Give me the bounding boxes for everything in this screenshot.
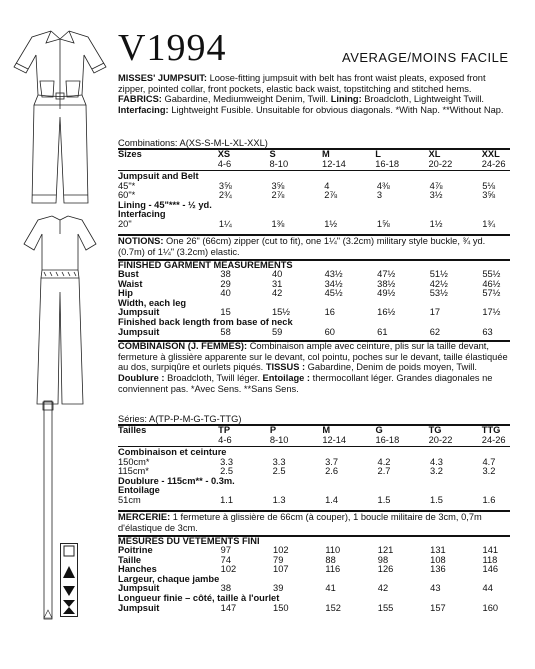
bold-term: MERCERIE: bbox=[118, 512, 171, 522]
belt-illustration bbox=[42, 400, 54, 627]
difficulty-label: AVERAGE/MOINS FACILE bbox=[342, 50, 509, 65]
pattern-number: V1994 bbox=[118, 27, 227, 69]
size-letter: G bbox=[375, 425, 383, 435]
row-value: 3.3 bbox=[272, 456, 286, 467]
size-number: 20-22 bbox=[428, 158, 453, 169]
row-value: 34½ bbox=[324, 278, 343, 289]
bold-term: Lining: bbox=[330, 94, 362, 105]
row-label: Largeur, chaque jambe bbox=[118, 573, 220, 584]
row-value: 1½ bbox=[324, 218, 338, 229]
row-label: Bust bbox=[118, 269, 139, 279]
row-value: 136 bbox=[430, 564, 446, 575]
row-label: Hanches bbox=[118, 564, 157, 575]
size-letter: XL bbox=[428, 149, 441, 159]
size-number: 4-6 bbox=[217, 158, 232, 169]
row-value: 29 bbox=[220, 278, 231, 289]
size-number: 24-26 bbox=[481, 158, 506, 169]
bold-term: MISSES' JUMPSUIT: bbox=[118, 73, 207, 83]
row-label: 51cm bbox=[118, 494, 141, 505]
row-value: 16½ bbox=[377, 307, 396, 318]
french-yardage-table bbox=[118, 426, 535, 445]
size-number-row bbox=[118, 436, 535, 446]
row-value: 42½ bbox=[429, 278, 448, 289]
bold-term: TISSUS : bbox=[265, 362, 306, 373]
bold-term: Entoilage : bbox=[262, 373, 311, 384]
row-value: 1.6 bbox=[482, 494, 496, 505]
row-label: Width, each leg bbox=[118, 297, 187, 308]
row-value: 38½ bbox=[377, 278, 396, 289]
row-label: Jumpsuit bbox=[118, 602, 160, 613]
row-label: Poitrine bbox=[118, 545, 153, 555]
size-letter: L bbox=[375, 149, 381, 159]
row-label: 45"* bbox=[118, 180, 136, 191]
row-value: 4.3 bbox=[430, 456, 443, 467]
row-label: Jumpsuit and Belt bbox=[118, 171, 199, 181]
spacer-cell bbox=[118, 160, 218, 170]
row-value: 45½ bbox=[324, 288, 343, 299]
row-value: 63 bbox=[482, 326, 493, 337]
row-value: 15 bbox=[220, 307, 231, 318]
row-value: 118 bbox=[482, 554, 498, 565]
row-value: 2.5 bbox=[220, 466, 234, 477]
english-finished-measurements bbox=[118, 270, 535, 337]
row-value: 4 bbox=[324, 180, 330, 191]
row-value: 4⅜ bbox=[376, 180, 390, 191]
english-description bbox=[118, 73, 508, 116]
row-value: 44 bbox=[482, 583, 493, 594]
row-value: 17½ bbox=[482, 307, 501, 318]
text-run: Gabardine, Denim de poids moyen, Twill. bbox=[305, 362, 477, 373]
bold-term: FABRICS: bbox=[118, 94, 162, 105]
row-value: 4.2 bbox=[377, 456, 391, 467]
row-value: 55½ bbox=[482, 269, 501, 279]
size-letter: TG bbox=[428, 425, 442, 435]
grain-symbol-box bbox=[60, 543, 78, 617]
size-number-row bbox=[118, 160, 535, 170]
jumpsuit-back-illustration bbox=[20, 212, 100, 408]
row-value: 121 bbox=[377, 545, 394, 555]
row-value: 3 bbox=[376, 190, 383, 201]
row-label: Entoilage bbox=[118, 485, 160, 496]
row-label: Lining - 45"*** - ½ yd. bbox=[118, 199, 212, 210]
size-letter: XXL bbox=[481, 149, 500, 159]
row-value: 152 bbox=[325, 602, 341, 613]
row-value: 61 bbox=[377, 326, 388, 337]
row-value: 60 bbox=[324, 326, 335, 337]
row-value: 108 bbox=[430, 554, 446, 565]
row-value: 4⅞ bbox=[429, 180, 443, 191]
row-value: 41 bbox=[325, 583, 336, 594]
size-number: 16-18 bbox=[375, 434, 400, 445]
row-value: 3⅝ bbox=[482, 190, 496, 201]
row-value: 53½ bbox=[429, 288, 448, 299]
row-value: 3½ bbox=[429, 190, 443, 201]
row-value: 155 bbox=[377, 602, 394, 613]
size-letter: S bbox=[269, 149, 276, 159]
row-value: 47½ bbox=[377, 269, 396, 279]
french-description bbox=[118, 341, 510, 395]
table-row bbox=[118, 477, 535, 487]
text-run: Gabardine, Mediumweight Denim, Twill. bbox=[161, 94, 331, 105]
row-label: 20" bbox=[118, 218, 132, 229]
french-mercerie bbox=[118, 512, 510, 533]
row-value: 40 bbox=[271, 269, 283, 279]
size-number: 8-10 bbox=[269, 434, 289, 445]
row-label: Jumpsuit bbox=[118, 326, 160, 337]
size-number: 4-6 bbox=[218, 434, 232, 445]
row-value: 1.1 bbox=[220, 494, 234, 505]
row-value: 102 bbox=[273, 545, 289, 555]
row-value: 1⅝ bbox=[376, 218, 390, 229]
row-value: 74 bbox=[220, 554, 231, 565]
row-value: 79 bbox=[273, 554, 284, 565]
sizes-label: Tailles bbox=[118, 425, 147, 435]
row-label: 150cm* bbox=[118, 456, 150, 467]
size-number: 12-14 bbox=[322, 434, 347, 445]
row-value: 39 bbox=[273, 583, 284, 594]
row-value: 62 bbox=[429, 326, 441, 337]
row-value: 2.6 bbox=[325, 466, 338, 477]
text-run: Broadcloth, Twill léger. bbox=[164, 373, 263, 384]
english-notions bbox=[118, 236, 510, 257]
row-value: 102 bbox=[220, 564, 237, 575]
row-value: 51½ bbox=[429, 269, 448, 279]
row-value: 49½ bbox=[377, 288, 396, 299]
row-value: 110 bbox=[325, 545, 341, 555]
text-run: Broadcloth, Lightweight Twill. bbox=[361, 94, 484, 105]
row-label: Waist bbox=[118, 278, 143, 289]
text-run: Loose-fitting jumpsuit with belt has front waist pleats, exposed front zipper, pointed collar, front pockets, elastic back waist, topstitching and stitched hems. bbox=[118, 73, 486, 94]
english-yardage-rows bbox=[118, 172, 535, 230]
size-letter: P bbox=[269, 425, 277, 435]
row-value: 38 bbox=[220, 269, 231, 279]
size-letter: M bbox=[322, 425, 331, 435]
french-finished-measurements bbox=[118, 546, 535, 613]
size-number: 24-26 bbox=[481, 434, 506, 445]
row-value: 1.4 bbox=[325, 494, 338, 505]
row-value: 38 bbox=[220, 583, 231, 594]
size-number: 8-10 bbox=[269, 158, 289, 169]
text-run: Lightweight Fusible. Unsuitable for obvious diagonals. *With Nap. **Without Nap. bbox=[168, 105, 504, 116]
text-run: One 26" (66cm) zipper (cut to fit), one 1¼" (3.2cm) military style buckle, ¾ yd. (0.7m) of 1¼" (3.2cm) elastic. bbox=[118, 236, 486, 257]
row-label: Interfacing bbox=[118, 209, 166, 220]
row-value: 3.2 bbox=[482, 466, 496, 477]
size-letter: TP bbox=[218, 425, 231, 435]
size-number: 20-22 bbox=[428, 434, 453, 445]
bold-term: NOTIONS: bbox=[118, 236, 164, 246]
jumpsuit-front-illustration bbox=[6, 25, 114, 207]
finished-measurements-title-fr: MESURES DU VÊTEMENTS FINI bbox=[118, 536, 260, 546]
row-value: 2¾ bbox=[218, 190, 232, 201]
row-value: 59 bbox=[271, 326, 283, 337]
row-label: Jumpsuit bbox=[118, 307, 160, 318]
row-value: 88 bbox=[325, 554, 336, 565]
row-value: 57½ bbox=[482, 288, 501, 299]
row-value: 4.7 bbox=[482, 456, 496, 467]
row-label: Hip bbox=[118, 288, 133, 299]
bold-term: Interfacing: bbox=[118, 105, 169, 116]
row-value: 43½ bbox=[324, 269, 343, 279]
row-value: 116 bbox=[325, 564, 341, 575]
table-row bbox=[118, 220, 535, 230]
row-value: 16 bbox=[324, 307, 335, 318]
text-run: 1 fermeture à glissière de 66cm (à couper), 1 boucle militaire de 3cm, 0,7m d'élastique de 3cm. bbox=[118, 512, 482, 533]
combinations-label: Combinations: A(XS-S-M-L-XL-XXL) bbox=[118, 138, 268, 148]
row-value: 46½ bbox=[482, 278, 501, 289]
row-label: Doublure - 115cm** - 0.3m. bbox=[118, 475, 235, 486]
row-value: 1¾ bbox=[482, 218, 496, 229]
row-label: Taille bbox=[118, 554, 142, 565]
row-value: 160 bbox=[482, 602, 499, 613]
finished-measurements-title: FINISHED GARMENT MEASUREMENTS bbox=[118, 260, 293, 270]
table-row bbox=[118, 328, 535, 338]
row-value: 3.3 bbox=[220, 456, 234, 467]
bold-term: COMBINAISON (J. FEMMES): bbox=[118, 341, 248, 351]
row-value: 17 bbox=[429, 307, 441, 318]
sizes-label: Sizes bbox=[118, 149, 142, 159]
bold-term: Doublure : bbox=[118, 373, 165, 384]
row-value: 141 bbox=[482, 545, 499, 555]
row-value: 1⅜ bbox=[271, 218, 285, 229]
size-letter: TTG bbox=[481, 425, 501, 435]
text-run: thermocollant léger. Grandes diagonales ne conviennent pas. *Avec Sens. **Sans Sens. bbox=[118, 373, 493, 394]
size-number: 12-14 bbox=[322, 158, 346, 169]
row-value: 97 bbox=[220, 545, 231, 555]
row-value: 58 bbox=[220, 326, 231, 337]
table-row bbox=[118, 201, 535, 211]
row-value: 1.3 bbox=[272, 494, 286, 505]
row-value: 146 bbox=[482, 564, 499, 575]
row-value: 3.7 bbox=[325, 456, 338, 467]
row-value: 2.5 bbox=[272, 466, 286, 477]
row-value: 3⅝ bbox=[218, 180, 232, 191]
row-value: 31 bbox=[271, 278, 283, 289]
table-row bbox=[118, 604, 535, 614]
spacer-cell bbox=[118, 436, 218, 446]
row-value: 98 bbox=[377, 554, 389, 565]
size-letter: M bbox=[322, 149, 330, 159]
row-value: 5⅛ bbox=[482, 180, 496, 191]
row-value: 107 bbox=[273, 564, 289, 575]
row-value: 40 bbox=[220, 288, 231, 299]
row-value: 131 bbox=[430, 545, 446, 555]
text-run: Combinaison ample avec ceinture, plis sur la taille devant, fermeture à glissière apparente sur le devant, col pointu, poches sur le devant, taille élastiquée au dos, surpiqûre et ourlets piqués. bbox=[118, 341, 508, 373]
row-label: Finished back length from base of neck bbox=[118, 316, 293, 327]
row-value: 157 bbox=[430, 602, 446, 613]
row-value: 1¼ bbox=[218, 218, 232, 229]
row-value: 150 bbox=[273, 602, 289, 613]
row-value: 43 bbox=[430, 583, 441, 594]
row-label: 115cm* bbox=[118, 466, 149, 477]
row-value: 1.5 bbox=[377, 494, 391, 505]
row-value: 147 bbox=[220, 602, 237, 613]
row-value: 1.5 bbox=[430, 494, 443, 505]
series-label: Séries: A(TP-P-M-G-TG-TTG) bbox=[118, 414, 242, 424]
row-value: 2⅞ bbox=[271, 190, 285, 201]
row-value: 2.7 bbox=[377, 466, 391, 477]
size-number: 16-18 bbox=[375, 158, 400, 169]
row-label: Longueur finie – côté, taille à l'ourlet bbox=[118, 592, 280, 603]
english-yardage-table bbox=[118, 150, 535, 169]
row-label: 60"* bbox=[118, 190, 136, 201]
size-letter: XS bbox=[217, 149, 231, 159]
row-value: 42 bbox=[271, 288, 283, 299]
row-value: 3.2 bbox=[430, 466, 443, 477]
row-value: 126 bbox=[377, 564, 394, 575]
row-value: 2⅞ bbox=[324, 190, 338, 201]
row-value: 42 bbox=[377, 583, 389, 594]
table-row bbox=[118, 496, 535, 506]
row-label: Jumpsuit bbox=[118, 583, 160, 594]
row-value: 15½ bbox=[271, 307, 291, 318]
french-yardage-rows bbox=[118, 448, 535, 506]
row-label: Combinaison et ceinture bbox=[118, 447, 227, 457]
row-value: 1½ bbox=[429, 218, 443, 229]
row-value: 3⅝ bbox=[271, 180, 285, 191]
